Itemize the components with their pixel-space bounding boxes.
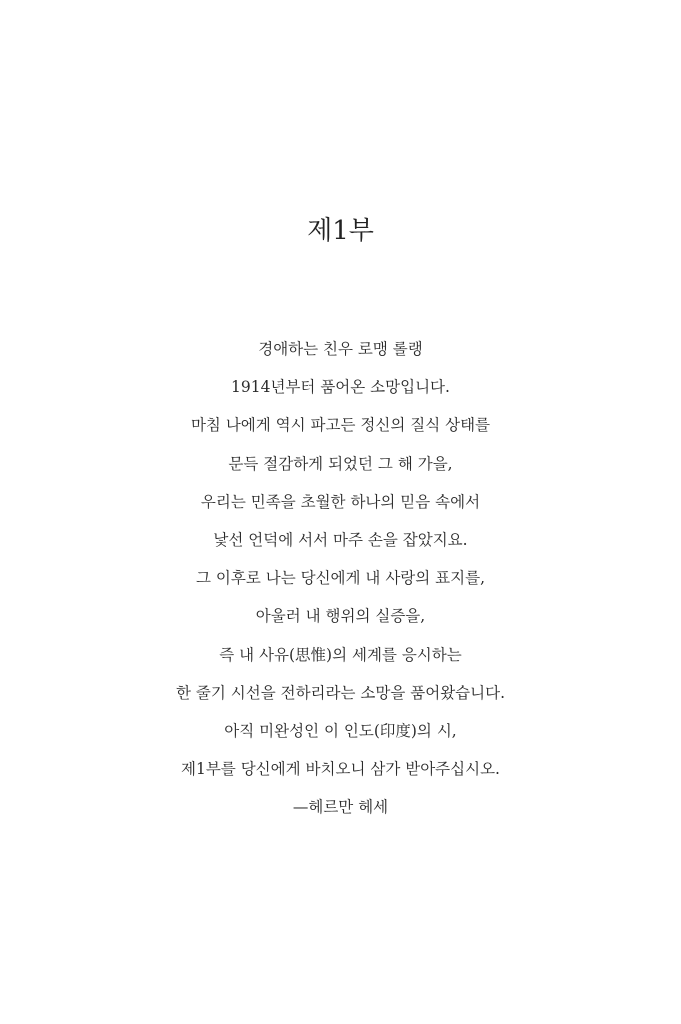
signature: —헤르만 헤세 (292, 798, 389, 817)
dedication-line: 마침 나에게 역시 파고든 정신의 질식 상태를 (190, 416, 491, 435)
dedication-line: 우리는 민족을 초월한 하나의 믿음 속에서 (200, 492, 481, 511)
dedication-line: 아직 미완성인 이 인도(印度)의 시, (224, 721, 457, 740)
dedication-line: 그 이후로 나는 당신에게 내 사랑의 표지를, (195, 569, 486, 588)
dedication-line: 제1부를 당신에게 바치오니 삼가 받아주십시오. (181, 760, 500, 779)
dedication-text (0, 336, 681, 832)
part-title: 제1부 (307, 216, 374, 246)
dedication-line: 아울러 내 행위의 실증을, (255, 607, 426, 626)
dedication-line: 즉 내 사유(思惟)의 세계를 응시하는 (219, 645, 462, 664)
dedication-line: 낯선 언덕에 서서 마주 손을 잡았지요. (213, 530, 468, 549)
dedication-line: 1914년부터 품어온 소망입니다. (231, 378, 450, 397)
dedication-line: 문득 절감하게 되었던 그 해 가을, (228, 454, 453, 473)
dedication-line: 한 줄기 시선을 전하리라는 소망을 품어왔습니다. (175, 683, 506, 702)
dedication-line: 경애하는 친우 로맹 롤랭 (258, 340, 423, 358)
